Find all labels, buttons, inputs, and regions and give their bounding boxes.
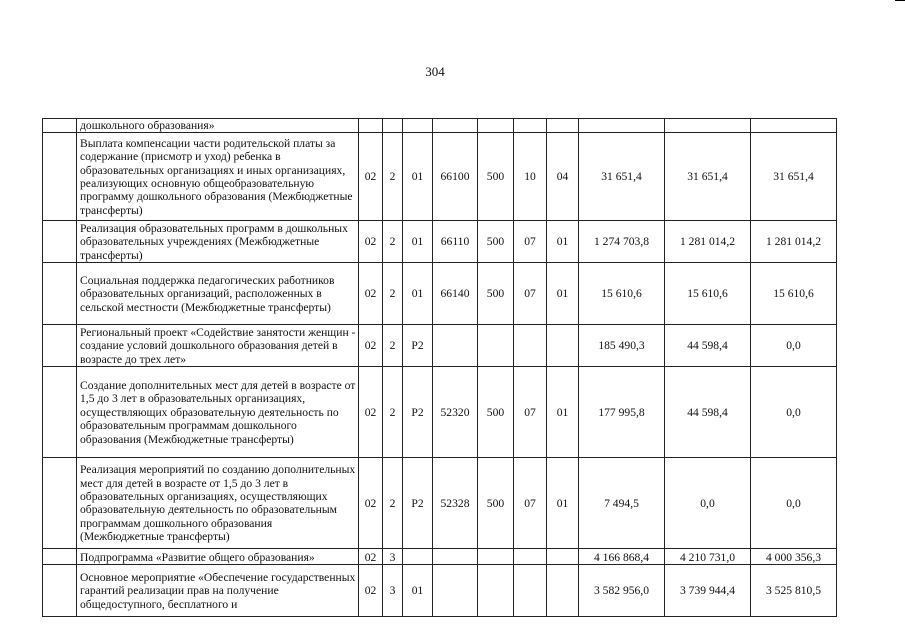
- code-expense-type: 500: [478, 367, 514, 458]
- row-name: дошкольного образования»: [77, 119, 359, 133]
- code-event: 01: [403, 221, 433, 263]
- code-direction: 66110: [433, 221, 478, 263]
- amount-year-3: 15 610,6: [751, 263, 837, 325]
- code-program: 02: [359, 325, 383, 367]
- code-event: [403, 119, 433, 133]
- code-subsection: 01: [547, 263, 579, 325]
- amount-year-1: 7 494,5: [579, 458, 665, 549]
- code-expense-type: [478, 325, 514, 367]
- code-subprogram: 3: [383, 565, 403, 617]
- amount-year-2: 4 210 731,0: [665, 549, 751, 565]
- row-name: Реализация образовательных программ в дошкольных образовательных учреждениях (Межбюджетные трансферты): [77, 221, 359, 263]
- code-subsection: 01: [547, 367, 579, 458]
- row-blank-cell: [43, 549, 77, 565]
- code-expense-type: [478, 565, 514, 617]
- code-direction: [433, 325, 478, 367]
- code-subprogram: 2: [383, 325, 403, 367]
- table-row: [43, 458, 837, 549]
- table-row: [43, 565, 837, 617]
- code-expense-type: 500: [478, 263, 514, 325]
- amount-year-1: 31 651,4: [579, 133, 665, 221]
- code-direction: 52328: [433, 458, 478, 549]
- code-program: 02: [359, 549, 383, 565]
- amount-year-1: 177 995,8: [579, 367, 665, 458]
- table-row: [43, 325, 837, 367]
- table-row: [43, 263, 837, 325]
- row-blank-cell: [43, 133, 77, 221]
- code-subprogram: [383, 119, 403, 133]
- budget-table: [42, 118, 837, 617]
- code-expense-type: [478, 549, 514, 565]
- code-section: [514, 325, 547, 367]
- code-direction: [433, 549, 478, 565]
- code-event: 01: [403, 263, 433, 325]
- code-expense-type: 500: [478, 133, 514, 221]
- row-blank-cell: [43, 221, 77, 263]
- row-name: Подпрограмма «Развитие общего образования»: [77, 549, 359, 565]
- row-blank-cell: [43, 565, 77, 617]
- code-subprogram: 2: [383, 367, 403, 458]
- code-subprogram: 2: [383, 221, 403, 263]
- amount-year-3: 31 651,4: [751, 133, 837, 221]
- amount-year-1: 4 166 868,4: [579, 549, 665, 565]
- code-program: 02: [359, 367, 383, 458]
- page-corner-mark: [895, 0, 905, 11]
- amount-year-1: 185 490,3: [579, 325, 665, 367]
- code-program: 02: [359, 565, 383, 617]
- code-event: P2: [403, 458, 433, 549]
- amount-year-1: 1 274 703,8: [579, 221, 665, 263]
- code-subsection: 01: [547, 458, 579, 549]
- code-subsection: 01: [547, 221, 579, 263]
- amount-year-2: 0,0: [665, 458, 751, 549]
- row-name: Социальная поддержка педагогических работников образовательных организаций, расположенных в сельской местности (Межбюджетные трансферты): [77, 263, 359, 325]
- code-direction: [433, 565, 478, 617]
- amount-year-3: 0,0: [751, 325, 837, 367]
- code-section: [514, 565, 547, 617]
- amount-year-2: 1 281 014,2: [665, 221, 751, 263]
- table-row: [43, 119, 837, 133]
- row-name: Реализация мероприятий по созданию дополнительных мест для детей в возрасте от 1,5 до 3 лет в образовательных организациях, осуществляющих образовательную деятельность по образовательным программам дошкольного образования (Межбюджетные трансферты): [77, 458, 359, 549]
- code-event: 01: [403, 133, 433, 221]
- code-subsection: [547, 549, 579, 565]
- amount-year-2: 44 598,4: [665, 367, 751, 458]
- code-section: 07: [514, 367, 547, 458]
- row-blank-cell: [43, 263, 77, 325]
- table-row: [43, 221, 837, 263]
- page-number: 304: [425, 64, 445, 79]
- amount-year-3: 3 525 810,5: [751, 565, 837, 617]
- code-program: 02: [359, 133, 383, 221]
- table-row: [43, 133, 837, 221]
- code-event: P2: [403, 367, 433, 458]
- row-name: Выплата компенсации части родительской платы за содержание (присмотр и уход) ребенка в образовательных организациях и иных организациях, реализующих основную общеобразовательную программу дошкольного образования (Межбюджетные трансферты): [77, 133, 359, 221]
- code-section: 07: [514, 263, 547, 325]
- code-subsection: [547, 325, 579, 367]
- code-event: [403, 549, 433, 565]
- row-blank-cell: [43, 119, 77, 133]
- code-section: [514, 119, 547, 133]
- amount-year-2: 44 598,4: [665, 325, 751, 367]
- row-blank-cell: [43, 458, 77, 549]
- code-direction: 66100: [433, 133, 478, 221]
- code-section: 07: [514, 458, 547, 549]
- code-subprogram: 3: [383, 549, 403, 565]
- code-subprogram: 2: [383, 458, 403, 549]
- code-subprogram: 2: [383, 263, 403, 325]
- code-program: [359, 119, 383, 133]
- code-expense-type: 500: [478, 458, 514, 549]
- amount-year-2: 31 651,4: [665, 133, 751, 221]
- code-program: 02: [359, 263, 383, 325]
- code-subsection: [547, 119, 579, 133]
- amount-year-3: [751, 119, 837, 133]
- row-name: Основное мероприятие «Обеспечение государственных гарантий реализации прав на получение общедоступного, бесплатного и: [77, 565, 359, 617]
- code-expense-type: [478, 119, 514, 133]
- amount-year-1: 3 582 956,0: [579, 565, 665, 617]
- code-subsection: 04: [547, 133, 579, 221]
- amount-year-3: 1 281 014,2: [751, 221, 837, 263]
- row-name: Создание дополнительных мест для детей в возрасте от 1,5 до 3 лет в образовательных организациях, осуществляющих образовательную деятельность по образовательным программам дошкольного образования (Межбюджетные трансферты): [77, 367, 359, 458]
- amount-year-2: 3 739 944,4: [665, 565, 751, 617]
- code-direction: [433, 119, 478, 133]
- row-blank-cell: [43, 367, 77, 458]
- code-program: 02: [359, 458, 383, 549]
- code-section: 07: [514, 221, 547, 263]
- table-row: [43, 367, 837, 458]
- code-direction: 52320: [433, 367, 478, 458]
- code-program: 02: [359, 221, 383, 263]
- amount-year-3: 0,0: [751, 367, 837, 458]
- amount-year-2: [665, 119, 751, 133]
- amount-year-1: [579, 119, 665, 133]
- amount-year-1: 15 610,6: [579, 263, 665, 325]
- code-subprogram: 2: [383, 133, 403, 221]
- code-section: 10: [514, 133, 547, 221]
- amount-year-2: 15 610,6: [665, 263, 751, 325]
- code-event: 01: [403, 565, 433, 617]
- row-name: Региональный проект «Содействие занятости женщин - создание условий дошкольного образования детей в возрасте до трех лет»: [77, 325, 359, 367]
- code-section: [514, 549, 547, 565]
- row-blank-cell: [43, 325, 77, 367]
- code-direction: 66140: [433, 263, 478, 325]
- table-row: [43, 549, 837, 565]
- code-expense-type: 500: [478, 221, 514, 263]
- code-event: P2: [403, 325, 433, 367]
- amount-year-3: 4 000 356,3: [751, 549, 837, 565]
- code-subsection: [547, 565, 579, 617]
- amount-year-3: 0,0: [751, 458, 837, 549]
- table-body: [43, 119, 837, 617]
